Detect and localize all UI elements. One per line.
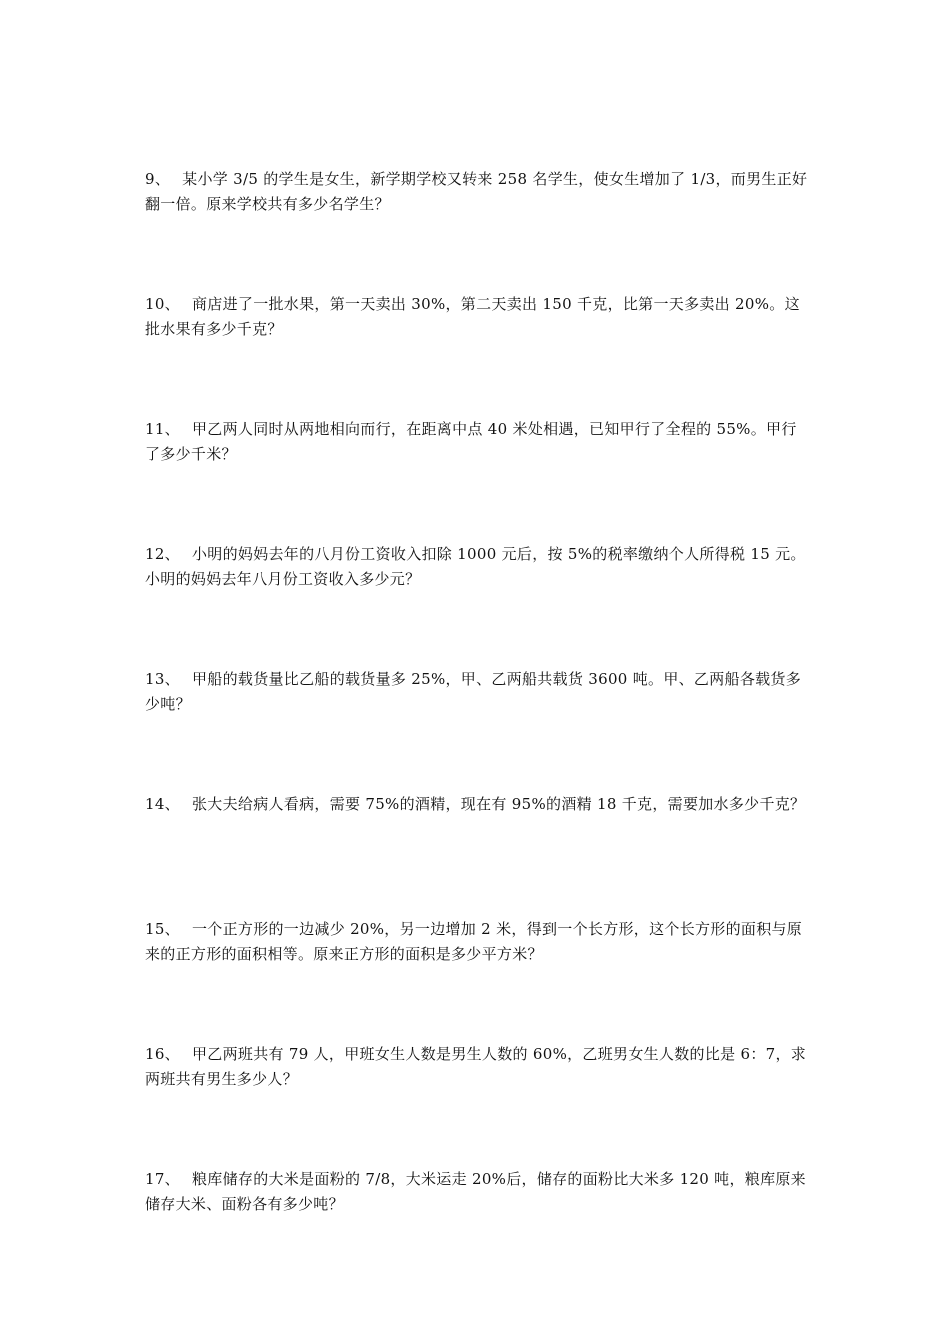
problem-16: [145, 1042, 808, 1092]
problem-text: 甲乙两人同时从两地相向而行，在距离中点 40 米处相遇，已知甲行了全程的 55%。甲行了多少千米？: [145, 420, 797, 463]
problem-text: 张大夫给病人看病，需要 75%的酒精，现在有 95%的酒精 18 千克，需要加水多少千克？: [192, 795, 806, 813]
problem-10: [145, 292, 808, 342]
problem-17: [145, 1167, 808, 1217]
problem-number: 15、: [145, 920, 180, 938]
problem-number: 14、: [145, 795, 180, 813]
problem-15: [145, 917, 808, 967]
problem-number: 11、: [145, 420, 180, 438]
problem-9: [145, 167, 808, 217]
problem-text: 甲船的载货量比乙船的载货量多 25%，甲、乙两船共载货 3600 吨。甲、乙两船各载货多少吨？: [145, 670, 802, 713]
problem-number: 13、: [145, 670, 180, 688]
problem-text: 粮库储存的大米是面粉的 7/8，大米运走 20%后，储存的面粉比大米多 120 吨，粮库原来储存大米、面粉各有多少吨？: [145, 1170, 806, 1213]
problem-number: 12、: [145, 545, 180, 563]
problem-text: 商店进了一批水果，第一天卖出 30%，第二天卖出 150 千克，比第一天多卖出 20%。这批水果有多少千克？: [145, 295, 800, 338]
problem-text: 一个正方形的一边减少 20%，另一边增加 2 米，得到一个长方形，这个长方形的面积与原来的正方形的面积相等。原来正方形的面积是多少平方米？: [145, 920, 803, 963]
problem-text: 甲乙两班共有 79 人，甲班女生人数是男生人数的 60%，乙班男女生人数的比是 6：7，求两班共有男生多少人？: [145, 1045, 807, 1088]
problem-number: 10、: [145, 295, 180, 313]
problem-number: 16、: [145, 1045, 180, 1063]
problem-11: [145, 417, 808, 467]
problem-13: [145, 667, 808, 717]
problem-12: [145, 542, 808, 592]
problem-text: 小明的妈妈去年的八月份工资收入扣除 1000 元后，按 5%的税率缴纳个人所得税 15 元。小明的妈妈去年八月份工资收入多少元？: [145, 545, 806, 588]
problem-number: 17、: [145, 1170, 180, 1188]
problem-number: 9、: [145, 170, 171, 188]
problem-14: [145, 792, 808, 817]
problem-text: 某小学 3/5 的学生是女生，新学期学校又转来 258 名学生，使女生增加了 1/3，而男生正好翻一倍。原来学校共有多少名学生？: [145, 170, 808, 213]
